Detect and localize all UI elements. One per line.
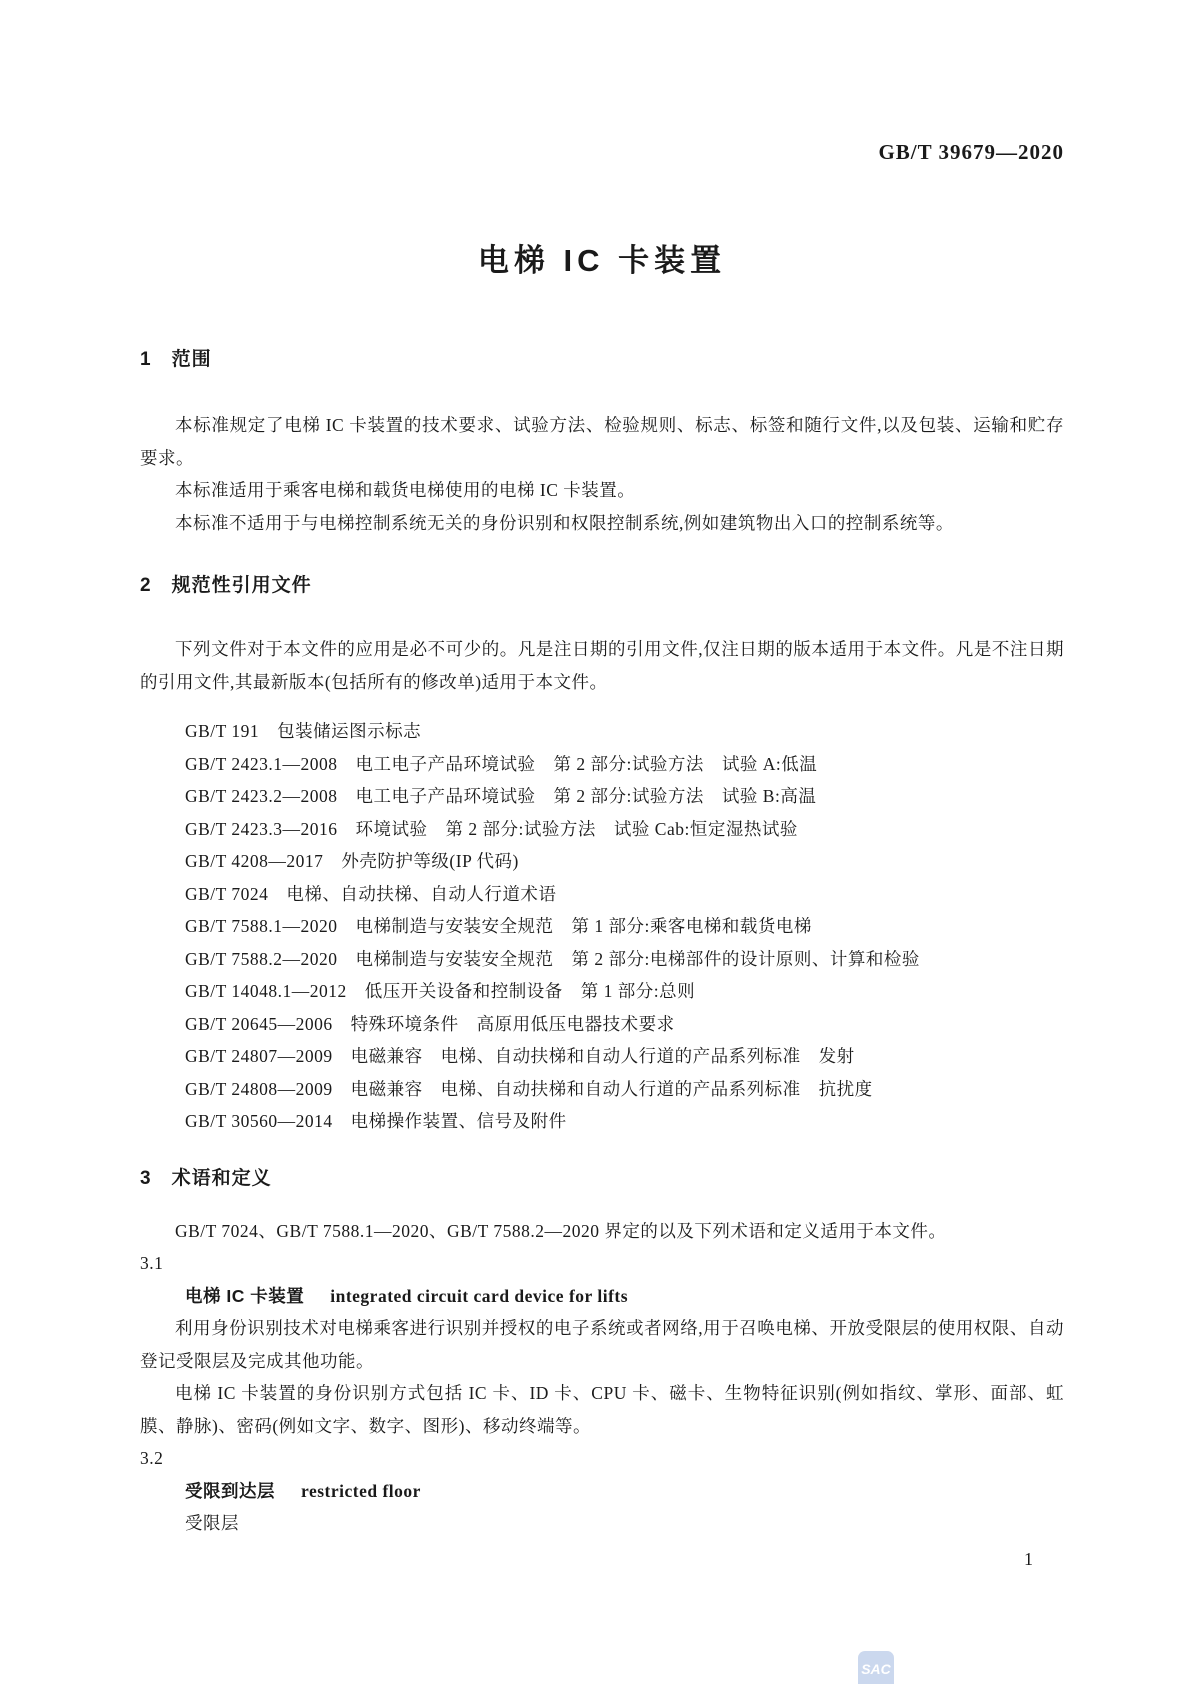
reference-item: GB/T 2423.2—2008 电工电子产品环境试验 第 2 部分:试验方法 试验 B:高温	[185, 786, 817, 806]
term-zh: 电梯 IC 卡装置	[185, 1285, 305, 1306]
page-number: 1	[1024, 1549, 1033, 1569]
reference-item: GB/T 191 包装储运图示标志	[185, 721, 422, 741]
standard-code: GB/T 39679—2020	[878, 140, 1064, 164]
reference-item: GB/T 7588.2—2020 电梯制造与安装安全规范 第 2 部分:电梯部件的设计原则、计算和检验	[185, 948, 920, 969]
reference-item: GB/T 14048.1—2012 低压开关设备和控制设备 第 1 部分:总则	[185, 981, 696, 1001]
section-title: 规范性引用文件	[171, 575, 312, 596]
section-title: 范围	[171, 349, 212, 370]
section-1-heading	[140, 349, 1064, 371]
reference-item: GB/T 24807—2009 电磁兼容 电梯、自动扶梯和自动人行道的产品系列标准 发射	[185, 1046, 855, 1066]
term-en: integrated circuit card device for lifts	[330, 1285, 629, 1306]
normative-references-list	[140, 715, 1064, 1138]
reference-item: GB/T 7588.1—2020 电梯制造与安装安全规范 第 1 部分:乘客电梯和载货电梯	[185, 916, 812, 936]
paragraph: 本标准规定了电梯 IC 卡装置的技术要求、试验方法、检验规则、标志、标签和随行文件,以及包装、运输和贮存要求。	[140, 415, 1064, 468]
term-entry	[140, 1280, 1064, 1313]
reference-item: GB/T 2423.1—2008 电工电子产品环境试验 第 2 部分:试验方法 试验 A:低温	[185, 753, 818, 774]
reference-item: GB/T 20645—2006 特殊环境条件 高原用低压电器技术要求	[185, 1013, 675, 1034]
term-entry	[140, 1475, 1064, 1508]
reference-item: GB/T 4208—2017 外壳防护等级(IP 代码)	[185, 851, 519, 871]
reference-item: GB/T 7024 电梯、自动扶梯、自动人行道术语	[185, 883, 557, 904]
term-synonym: 受限层	[185, 1513, 239, 1533]
term-zh: 受限到达层	[185, 1480, 275, 1501]
paragraph: 本标准适用于乘客电梯和载货电梯使用的电梯 IC 卡装置。	[175, 480, 636, 500]
clause-number: 3.1	[140, 1253, 164, 1273]
term-definition: 利用身份识别技术对电梯乘客进行识别并授权的电子系统或者网络,用于召唤电梯、开放受限层的使用权限、自动登记受限层及完成其他功能。	[140, 1318, 1064, 1371]
reference-item: GB/T 2423.3—2016 环境试验 第 2 部分:试验方法 试验 Cab:恒定湿热试验	[185, 818, 798, 839]
section-number: 2	[140, 575, 152, 596]
paragraph: 本标准不适用于与电梯控制系统无关的身份识别和权限控制系统,例如建筑物出入口的控制系统等。	[175, 512, 954, 533]
section-title: 术语和定义	[171, 1167, 272, 1189]
page-content	[140, 0, 1064, 1540]
paragraph: GB/T 7024、GB/T 7588.1—2020、GB/T 7588.2—2020 界定的以及下列术语和定义适用于本文件。	[175, 1220, 947, 1241]
term-definition: 电梯 IC 卡装置的身份识别方式包括 IC 卡、ID 卡、CPU 卡、磁卡、生物特征识别(例如指纹、掌形、面部、虹膜、静脉)、密码(例如文字、数字、图形)、移动终端等。	[140, 1383, 1064, 1436]
reference-item: GB/T 24808—2009 电磁兼容 电梯、自动扶梯和自动人行道的产品系列标准 抗扰度	[185, 1078, 873, 1099]
sac-watermark-logo: SAC	[858, 1651, 894, 1684]
section-number: 3	[140, 1167, 152, 1189]
reference-item: GB/T 30560—2014 电梯操作装置、信号及附件	[185, 1111, 567, 1131]
clause-number: 3.2	[140, 1448, 164, 1468]
paragraph: 下列文件对于本文件的应用是必不可少的。凡是注日期的引用文件,仅注日期的版本适用于本文件。凡是不注日期的引用文件,其最新版本(包括所有的修改单)适用于本文件。	[140, 639, 1064, 692]
term-en: restricted floor	[301, 1480, 421, 1501]
document-title: 电梯 IC 卡装置	[477, 243, 727, 278]
section-2-heading	[140, 575, 1064, 597]
section-3-heading	[140, 1168, 1064, 1190]
section-number: 1	[140, 349, 152, 370]
